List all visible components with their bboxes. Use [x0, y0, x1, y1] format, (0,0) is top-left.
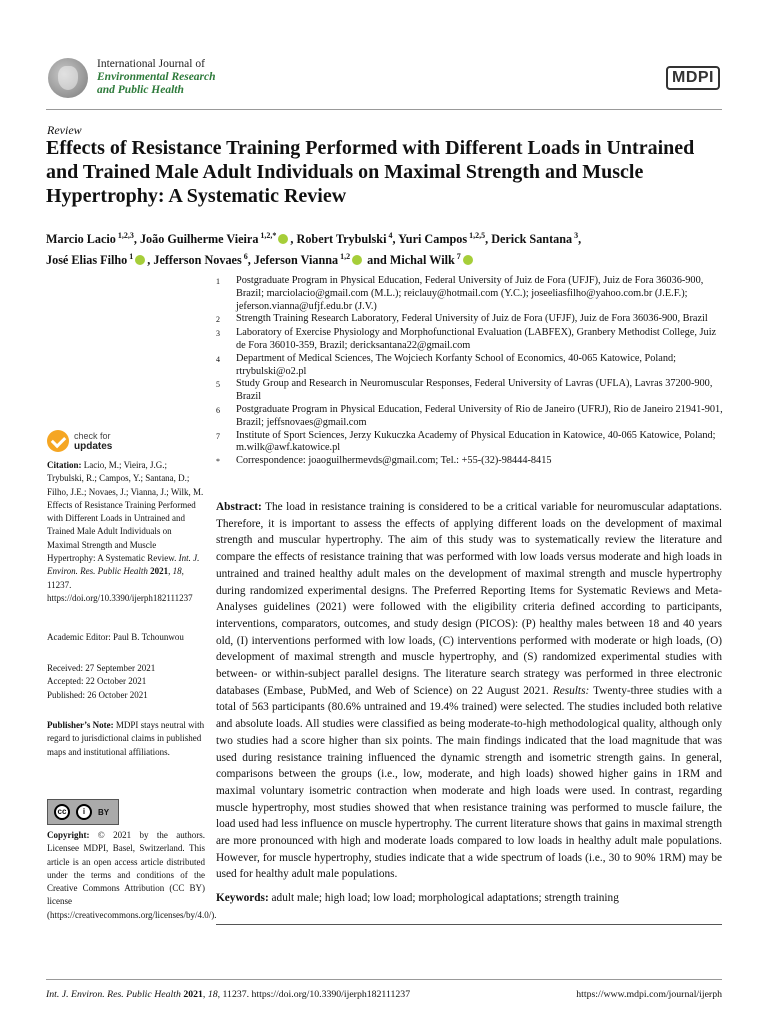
author-affiliation-sup: 1	[127, 252, 134, 262]
publisher-note: Publisher’s Note: MDPI stays neutral with regard to jurisdictional claims in published maps and institutional affiliations.	[47, 720, 205, 757]
affiliation-text: Correspondence: joaoguilhermevds@gmail.com; Tel.: +55-(32)-98444-8415	[236, 455, 552, 467]
affiliation-item	[216, 404, 726, 430]
affiliation-text: Study Group and Research in Neuromuscular Responses, Federal University of Lavras (UFLA), Lavras 37200-900, Brazil	[236, 378, 713, 403]
author-name: Marcio Lacio	[46, 232, 116, 247]
affiliation-text: Department of Medical Sciences, The Wojciech Korfanty School of Economics, 40-065 Katowice, Poland; rtrybulski@o2.pl	[236, 352, 677, 377]
orcid-icon[interactable]	[135, 255, 145, 265]
affiliation-item	[216, 327, 726, 353]
publication-dates: Received: 27 September 2021 Accepted: 22 October 2021 Published: 26 October 2021	[47, 663, 156, 700]
mdpi-logo[interactable]: MDPI	[666, 66, 720, 90]
affiliation-text: Strength Training Research Laboratory, Federal University of Juiz de Fora (UFJF), Juiz de Fora 36036-900, Brazil	[236, 313, 708, 325]
affiliation-item	[216, 430, 726, 456]
affiliation-item	[216, 353, 726, 379]
author-affiliation-sup: 1,2,*	[258, 231, 277, 240]
cc-by-license-icon[interactable]: cc i BY	[47, 799, 119, 825]
author-list: Marcio Lacio $^{1,2,3}$, João Guilherme Vieira $^{1,2,*}$ , Robert Trybulski $^4$, Yuri Campos $^{1,2,5}$, Derick Santana $^3$, José Elias Filho $^1$ , Jefferson Novaes $^6$, Jeferson Vianna $^{1,2}$ and Michal Wilk $^7$	[46, 231, 582, 268]
journal-logo-icon	[48, 58, 88, 98]
author-name: José Elias Filho	[46, 253, 128, 268]
affiliation-text: Postgraduate Program in Physical Education, Federal University of Juiz de Fora (UFJF), Juiz de Fora 36036-900, Brazil; marciolacio@gmail.com (M.L.); reiclauy@hotmail.com (Y.C.); joseeliasfilho@yahoo.com.br (J.E.F.); jeferson.vianna@ufjf.edu.br (J.V.)	[236, 275, 704, 312]
attribution-icon: i	[76, 804, 92, 820]
affiliation-item	[216, 455, 726, 469]
affiliation-number: 5	[216, 380, 220, 390]
page-footer	[46, 989, 722, 1000]
affiliation-text: Institute of Sport Sciences, Jerzy Kukuczka Academy of Physical Education in Katowice, 40-065 Katowice, Poland; m.wilk@awf.katowice.pl	[236, 429, 716, 454]
academic-editor: Academic Editor: Paul B. Tchounwou	[47, 632, 184, 642]
orcid-icon[interactable]	[352, 255, 362, 265]
affiliation-number: 1	[216, 277, 220, 286]
abstract: Abstract: The load in resistance training is considered to be a critical variable for neuromuscular adaptations. Therefore, it is important to assess the effects of applying different loads on the development of maximal strength and muscular hypertrophy. The aim of this study was to systematically review the literature and compare the effects of resistance training that was performed with low loads versus moderate and high loads in untrained and trained healthy adult males on the development of maximal strength and muscle hypertrophy during randomized experimental designs. The Preferred Reporting Items for Systematic Reviews and Meta-Analyses guidelines (2021) were followed with the eligibility criteria defined according to participants, interventions, comparators, outcomes, and study design (PICOS): (P) healthy males between 18 and 40 years old, (I) interventions performed with low loads, (C) interventions performed with moderate or high loads, (O) development of maximal strength and muscle hypertrophy, and (S) randomized experimental studies with between- or within-subject parallel designs. The literature search strategy was performed in three electronic databases (Embase, PubMed, and Web of Science) on 22 August 2021. Results: Twenty-three studies with a total of 563 participants (80.6% untrained and 19.4% trained) were selected. The studies included both relative and absolute loads. All studies were classified as being moderate-to-high methodological quality, although only two studies had a score higher than six points. The main findings indicated that the load magnitude that was used during resistance training influenced the dynamic strength and isometric strength gains. In general, comparisons between the groups (i.e., low, moderate, and high loads) showed higher gains in 1RM and maximal voluntary isometric contraction when moderate and high loads were used. In contrast, regarding muscle hypertrophy, most studies showed that when resistance training was performed to muscle failure, the load used had less influence on muscle hypertrophy. The current literature shows that gains in maximal strength are more pronounced with high and moderate loads compared to low loads in healthy adult male populations. However, for muscle hypertrophy, studies indicate that a wide spectrum of loads (i.e., 30 to 90% 1RM) may be used for healthy adult male populations.	[216, 501, 723, 881]
abstract-divider	[216, 924, 722, 925]
author-name: Derick Santana	[491, 232, 573, 247]
author-affiliation-sup: 7	[454, 252, 461, 262]
author-affiliation-sup: 1,2,5	[467, 231, 486, 240]
orcid-icon[interactable]	[278, 234, 288, 244]
author-name: João Guilherme Vieira	[139, 232, 259, 247]
footer-divider	[46, 979, 722, 980]
article-title: Effects of Resistance Training Performed with Different Loads in Untrained and Trained Male Adult Individuals on Maximal Strength and Muscle Hypertrophy: A Systematic Review	[46, 137, 695, 207]
citation-block: Citation: Lacio, M.; Vieira, J.G.; Trybulski, R.; Campos, Y.; Santana, D.; Filho, J.E.; Novaes, J.; Vianna, J.; Wilk, M. Effects of Resistance Training Performed with Different Loads in Untrained and Trained Male Adult Individuals on Maximal Strength and Muscle Hypertrophy: A Systematic Review. Int. J. Environ. Res. Public Health 2021, 18, 11237. https://doi.org/10.3390/ijerph182111237	[47, 460, 204, 603]
article-type: Review	[47, 123, 82, 137]
author-affiliation-sup: 1,2	[338, 252, 351, 262]
header-divider	[46, 109, 722, 110]
author-name: Jefferson Novaes	[153, 253, 242, 268]
author-name: Michal Wilk	[389, 253, 455, 268]
cc-icon: cc	[54, 804, 70, 820]
author-affiliation-sup: 4	[386, 231, 393, 240]
affiliation-number: 2	[216, 315, 220, 325]
affiliation-number: 4	[216, 354, 220, 364]
check-icon	[47, 430, 69, 452]
affiliation-number: 7	[216, 431, 220, 441]
author-name: Yuri Campos	[398, 232, 468, 247]
keywords: Keywords: adult male; high load; low load; morphological adaptations; strength training	[216, 892, 619, 904]
orcid-icon[interactable]	[463, 255, 473, 265]
check-for-updates-button[interactable]: check for updates	[47, 430, 112, 452]
author-name: Robert Trybulski	[296, 232, 387, 247]
affiliation-text: Postgraduate Program in Physical Education, Federal University of Rio de Janeiro (UFRJ), Rio de Janeiro 21941-901, Brazil; jeffsnovaes@gmail.com	[236, 403, 723, 428]
journal-url-link[interactable]: https://www.mdpi.com/journal/ijerph	[576, 989, 722, 1000]
affiliation-item	[216, 378, 726, 404]
author-affiliation-sup: 6	[241, 252, 248, 262]
author-affiliation-sup: 1,2,3	[115, 231, 134, 240]
footer-citation: Int. J. Environ. Res. Public Health 2021, 18, 11237. https://doi.org/10.3390/ijerph182111237	[46, 989, 411, 1000]
affiliation-number: *	[216, 457, 220, 467]
affiliation-text: Laboratory of Exercise Physiology and Morphofunctional Evaluation (LABFEX), Granbery Methodist College, Juiz de Fora 36010-359, Brazil; dericksantana22@gmail.com	[236, 327, 717, 351]
affiliation-item	[216, 313, 726, 327]
affiliation-number: 3	[216, 329, 220, 339]
journal-name: International Journal of Environmental Research and Public Health	[97, 58, 216, 96]
author-affiliation-sup: 3	[572, 231, 579, 240]
affiliation-list	[216, 275, 726, 469]
copyright-block: Copyright: © 2021 by the authors. Licensee MDPI, Basel, Switzerland. This article is an open access article distributed under the terms and conditions of the Creative Commons Attribution (CC BY) license (https://creativecommons.org/licenses/by/4.0/).	[47, 830, 217, 920]
author-name: Jeferson Vianna	[253, 253, 339, 268]
affiliation-item	[216, 275, 726, 313]
affiliation-number: 6	[216, 405, 220, 415]
